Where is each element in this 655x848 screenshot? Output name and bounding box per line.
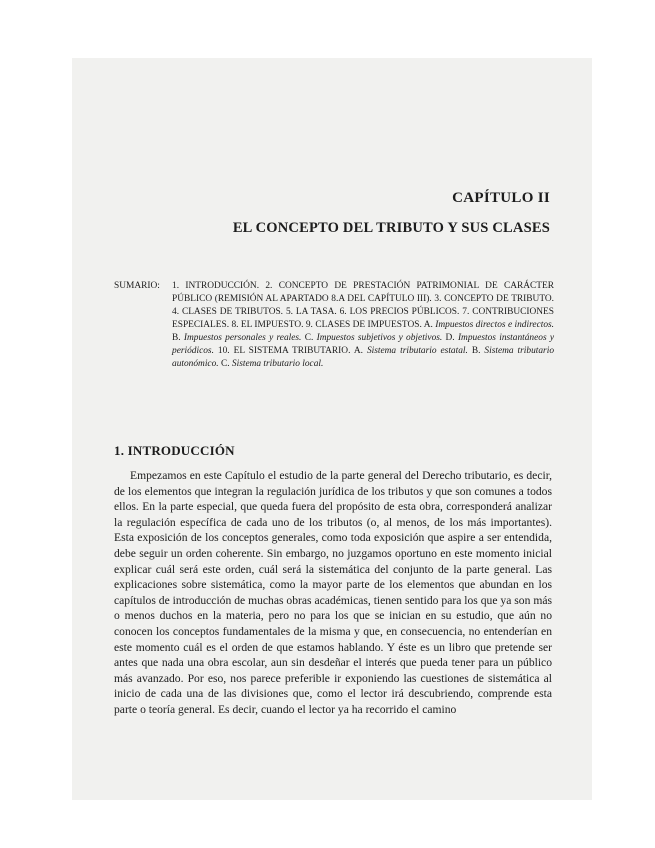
summary-text: C. xyxy=(304,333,314,343)
summary-text: B. xyxy=(172,333,181,343)
summary-label: SUMARIO: xyxy=(114,281,160,291)
summary-text: 10. EL SISTEMA TRIBUTARIO. A. xyxy=(217,346,363,356)
body-text xyxy=(114,468,552,718)
summary-text: 1. INTRODUCCIÓN. 2. CONCEPTO DE PRESTACIÓN PATRIMONIAL DE CARÁCTER PÚBLICO (REMISIÓN AL APARTADO 8.A DEL CAPÍTULO III). 3. CONCEPTO DE TRIBUTO. 4. CLASES DE TRIBUTOS. 5. LA TASA. 6. LOS PRECIOS PÚBLICOS. 7. CONTRIBUCIONES ESPECIALES. 8. EL IMPUESTO. 9. CLASES DE IMPUESTOS. A. xyxy=(172,281,554,330)
summary-italic: Impuestos personales y reales. xyxy=(183,333,302,343)
summary-italic: Impuestos directos e indirectos. xyxy=(435,320,555,330)
summary-italic: Impuestos instantáneos y periódicos. xyxy=(172,333,555,356)
summary-body xyxy=(172,280,554,371)
section-heading: 1. INTRODUCCIÓN xyxy=(114,443,235,458)
summary-text: D. xyxy=(445,333,455,343)
summary-text: C. xyxy=(220,359,230,369)
book-page xyxy=(72,58,592,800)
summary-italic: Sistema tributario autonómico. xyxy=(172,346,555,369)
summary-italic: Impuestos subjetivos y objetivos. xyxy=(316,333,443,343)
chapter-label: CAPÍTULO II xyxy=(452,190,550,206)
chapter-title: EL CONCEPTO DEL TRIBUTO Y SUS CLASES xyxy=(232,220,550,236)
body-paragraph: Empezamos en este Capítulo el estudio de la parte general del Derecho tributario, es decir, de los elementos que integran la regulación jurídica de los tributos y que son comunes a todos ellos. En la parte especial, que queda fuera del propósito de esta obra, corresponderá analizar la regulación específica de cada uno de los tributos (o, al menos, de los más importantes). Esta exposición de los conceptos generales, como toda exposición que aspire a ser entendida, debe seguir un orden coherente. Sin embargo, no juzgamos oportuno en este momento inicial explicar cuál será este orden, cuál será la sistemática del conjunto de la parte general. Las explicaciones sobre sistemática, como la mayor parte de los elementos que abundan en los capítulos de introducción de muchas obras académicas, tienen sentido para los que ya son más o menos duchos en la materia, pero no para los que se inician en su estudio, que aún no conocen los conceptos fundamentales de la misma y que, en consecuencia, no entenderían en este momento cuál es el orden de que estamos hablando. Y éste es un libro que pretende ser antes que nada una obra escolar, aun sin desdeñar el interés que pueda tener para un público más avanzado. Por eso, nos parece preferible ir exponiendo las cuestiones de sistemática al inicio de cada una de las divisiones que, como el lector irá descubriendo, comprende esta parte o teoría general. Es decir, cuando el lector ya ha recorrido el camino xyxy=(114,469,552,716)
summary-italic: Sistema tributario estatal. xyxy=(366,346,468,356)
chapter-summary xyxy=(114,280,554,371)
summary-text: B. xyxy=(471,346,481,356)
summary-italic: Sistema tributario local. xyxy=(231,359,324,369)
